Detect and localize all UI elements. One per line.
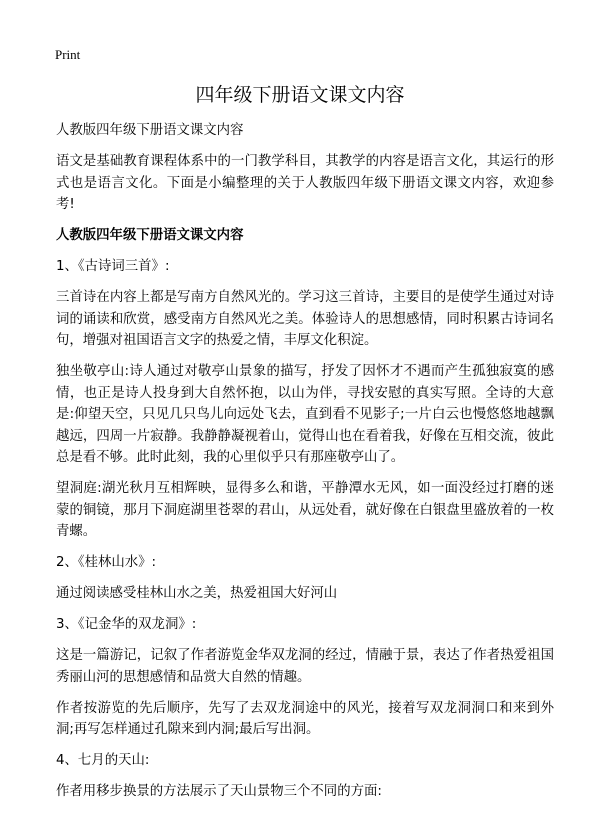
paragraph: 作者按游览的先后顺序，先写了去双龙洞途中的风光，接着写双龙洞洞口和来到外洞;再写怎样通过孔隙来到内洞;最后写出洞。: [56, 700, 554, 737]
paragraph: 望洞庭:湖光秋月互相辉映，显得多么和谐，平静潭水无风，如一面没经过打磨的迷蒙的铜镜，那月下洞庭湖里苍翠的君山，从远处看，就好像在白银盘里盛放着的一枚青螺。: [56, 481, 554, 539]
article-body: [56, 120, 554, 812]
lesson-heading-2: 2、《桂林山水》:: [56, 555, 157, 570]
paragraph: 作者用移步换景的方法展示了天山景物三个不同的方面:: [56, 784, 382, 799]
paragraph: 通过阅读感受桂林山水之美，热爱祖国大好河山: [56, 586, 338, 601]
subtitle: 人教版四年级下册语文课文内容: [56, 123, 244, 138]
page-title: 四年级下册语文课文内容: [195, 84, 405, 106]
intro-paragraph: 语文是基础教育课程体系中的一门教学科目，其教学的内容是语言文化，其运行的形式也是语言文化。下面是小编整理的关于人教版四年级下册语文课文内容，欢迎参考!: [56, 154, 554, 212]
section-heading: 人教版四年级下册语文课文内容: [56, 228, 244, 243]
lesson-heading-3: 3、《记金华的双龙洞》:: [56, 617, 197, 632]
paragraph: 独坐敬亭山:诗人通过对敬亭山景象的描写，抒发了因怀才不遇而产生孤独寂寞的感情，也正是诗人投身到大自然怀抱，以山为伴，寻找安慰的真实写照。全诗的大意是:仰望天空，只见几只鸟儿向远处飞去，直到看不见影子;一片白云也慢悠悠地越飘越远，四周一片寂静。我静静凝视着山，觉得山也在看着我，好像在互相交流，彼此总是看不够。此时此刻，我的心里似乎只有那座敬亭山了。: [56, 364, 554, 465]
lesson-heading-1: 1、《古诗词三首》:: [56, 259, 170, 274]
paragraph: 这是一篇游记，记叙了作者游览金华双龙洞的经过，情融于景，表达了作者热爱祖国秀丽山河的思想感情和品赏大自然的情趣。: [56, 648, 554, 685]
paragraph: 三首诗在内容上都是写南方自然风光的。学习这三首诗，主要目的是使学生通过对诗词的诵读和欣赏，感受南方自然风光之美。体验诗人的思想感情，同时积累古诗词名句，增强对祖国语言文字的热爱之情，丰厚文化积淀。: [56, 290, 554, 348]
print-link[interactable]: Print: [55, 47, 81, 62]
lesson-heading-4: 4、七月的天山:: [56, 753, 150, 768]
